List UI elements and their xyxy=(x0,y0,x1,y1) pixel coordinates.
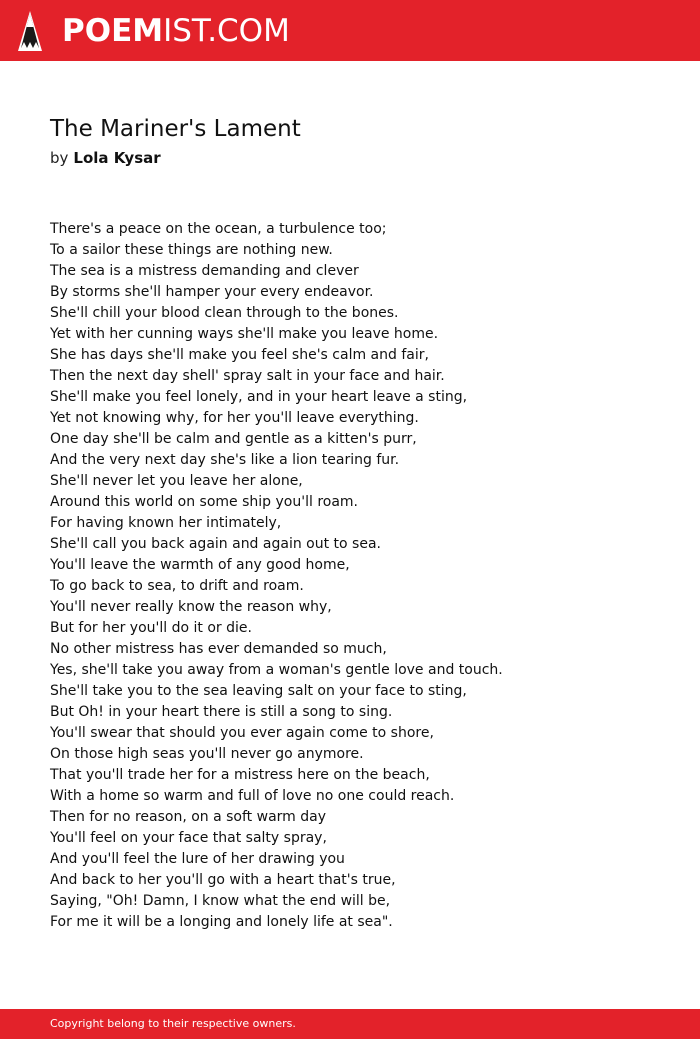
site-header xyxy=(0,0,700,61)
poem-line: For me it will be a longing and lonely life at sea". xyxy=(50,914,393,930)
poem-line: She'll call you back again and again out to sea. xyxy=(50,536,381,552)
poem-line: She'll never let you leave her alone, xyxy=(50,473,303,489)
logo-bold-text: POEM xyxy=(62,13,164,49)
by-label: by xyxy=(50,149,69,167)
poem-line: Yes, she'll take you away from a woman's gentle love and touch. xyxy=(50,662,503,678)
poem-line: You'll never really know the reason why, xyxy=(50,599,332,615)
poem-line: With a home so warm and full of love no one could reach. xyxy=(50,788,455,804)
byline xyxy=(50,149,161,167)
poem-line: That you'll trade her for a mistress here on the beach, xyxy=(50,767,430,783)
poem-line: She has days she'll make you feel she's calm and fair, xyxy=(50,347,429,363)
poem-line: She'll chill your blood clean through to the bones. xyxy=(50,305,399,321)
author-name: Lola Kysar xyxy=(73,149,161,167)
poem-line: To a sailor these things are nothing new. xyxy=(50,242,333,258)
poem-line: One day she'll be calm and gentle as a kitten's purr, xyxy=(50,431,417,447)
poem-line: You'll leave the warmth of any good home, xyxy=(50,557,350,573)
poem-body xyxy=(50,219,503,933)
poem-line: The sea is a mistress demanding and clever xyxy=(50,263,359,279)
poem-line: Yet with her cunning ways she'll make you leave home. xyxy=(50,326,439,342)
poem-line: For having known her intimately, xyxy=(50,515,282,531)
copyright-text: Copyright belong to their respective owners. xyxy=(50,1017,296,1030)
poem-line: No other mistress has ever demanded so much, xyxy=(50,641,387,657)
poem-line: By storms she'll hamper your every endeavor. xyxy=(50,284,374,300)
poem-line: And back to her you'll go with a heart that's true, xyxy=(50,872,396,888)
logo-light-text: IST.COM xyxy=(163,13,290,49)
poem-line: But Oh! in your heart there is still a song to sing. xyxy=(50,704,393,720)
poem-line: Then for no reason, on a soft warm day xyxy=(50,809,327,825)
poem-line: Around this world on some ship you'll roam. xyxy=(50,494,358,510)
poem-line: On those high seas you'll never go anymore. xyxy=(50,746,364,762)
poem-line: Then the next day shell' spray salt in your face and hair. xyxy=(50,368,445,384)
poem-line: Saying, "Oh! Damn, I know what the end will be, xyxy=(50,893,391,909)
site-footer xyxy=(0,1009,700,1039)
poem-line: To go back to sea, to drift and roam. xyxy=(50,578,304,594)
poem-line: You'll feel on your face that salty spray, xyxy=(50,830,327,846)
pencil-icon xyxy=(18,11,42,51)
poem-line: But for her you'll do it or die. xyxy=(50,620,252,636)
poem-line: And the very next day she's like a lion tearing fur. xyxy=(50,452,400,468)
poem-line: There's a peace on the ocean, a turbulence too; xyxy=(50,221,387,237)
poem-line: She'll make you feel lonely, and in your heart leave a sting, xyxy=(50,389,468,405)
poem-line: Yet not knowing why, for her you'll leave everything. xyxy=(50,410,419,426)
poem-title: The Mariner's Lament xyxy=(50,116,301,142)
poem-line: She'll take you to the sea leaving salt on your face to sting, xyxy=(50,683,467,699)
poem-line: And you'll feel the lure of her drawing you xyxy=(50,851,345,867)
poem-line: You'll swear that should you ever again come to shore, xyxy=(50,725,434,741)
site-logo[interactable] xyxy=(62,12,290,50)
